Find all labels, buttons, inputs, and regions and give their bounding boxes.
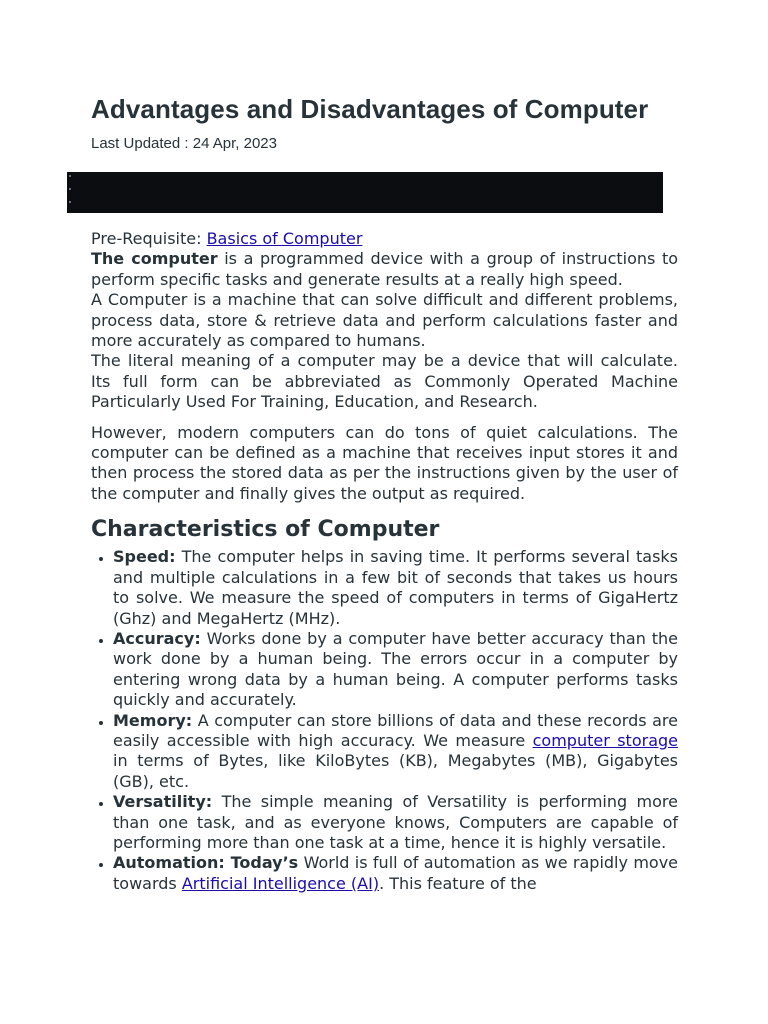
item-term: Speed: [113,547,176,567]
item-text: The computer helps in saving time. It performs several tasks and multiple calculations in a few bit of seconds that takes us hours to solve. We measure the speed of computers in terms of GigaHertz (Ghz) and MegaHertz (MHz). [113,547,678,628]
prerequisite-label: Pre-Requisite: [91,229,207,248]
article-body [91,229,678,894]
computer-storage-link[interactable]: computer storage [532,730,679,750]
item-term: Automation: Today’s [113,853,299,873]
last-updated: Last Updated : 24 Apr, 2023 [91,135,277,152]
embedded-media-bar [67,172,663,213]
intro-paragraph-4: However, modern computers can do tons of quiet calculations. The computer can be defined as a machine that receives input stores it and then process the stored data as per the instructions given by the user of the computer and finally gives the output as required. [91,422,678,503]
item-term: Versatility: [113,792,213,812]
item-text: Works done by a computer have better accuracy than the work done by a human being. The errors occur in a computer by entering wrong data by a human being. A computer performs tasks quickly and accurately. [113,628,678,710]
intro-bold-term: The computer [91,249,218,269]
item-term: Accuracy: [113,628,201,648]
characteristics-heading: Characteristics of Computer [91,517,440,543]
list-item [113,547,678,629]
item-text: A computer can store billions of data and these records are easily accessible with high accuracy. We measure [113,710,678,750]
item-term: Memory: [113,710,193,730]
item-text: World is full of automation as we rapidly move towards [113,853,679,893]
article-header [91,92,677,152]
list-item [113,792,678,853]
media-dots [69,175,72,214]
intro-p1-text: is a programmed device with a group of instructions to perform specific tasks and generate results at a really high speed. [91,249,679,289]
characteristics-list [91,547,678,894]
item-text: . This feature of the [379,873,537,893]
prerequisite [91,229,678,249]
intro-paragraph-2: A Computer is a machine that can solve difficult and different problems, process data, store & retrieve data and perform calculations faster and more accurately as compared to humans. [91,290,678,351]
list-item [113,711,678,793]
item-text: in terms of Bytes, like KiloBytes (KB), Megabytes (MB), Gigabytes (GB), etc. [113,751,678,791]
list-item [113,629,678,711]
basics-of-computer-link[interactable]: Basics of Computer [206,229,363,248]
intro-paragraph-3: The literal meaning of a computer may be a device that will calculate. Its full form can be abbreviated as Commonly Operated Machine Particularly Used For Training, Education, and Research. [91,351,678,412]
page-title: Advantages and Disadvantages of Computer [91,94,649,124]
intro-paragraph-1 [91,249,678,290]
item-text: The simple meaning of Versatility is performing more than one task, and as everyone knows, Computers are capable of performing more than one task at a time, hence it is highly versatile. [113,792,678,852]
artificial-intelligence-link[interactable]: Artificial Intelligence (AI) [181,873,380,893]
list-item [113,853,678,894]
